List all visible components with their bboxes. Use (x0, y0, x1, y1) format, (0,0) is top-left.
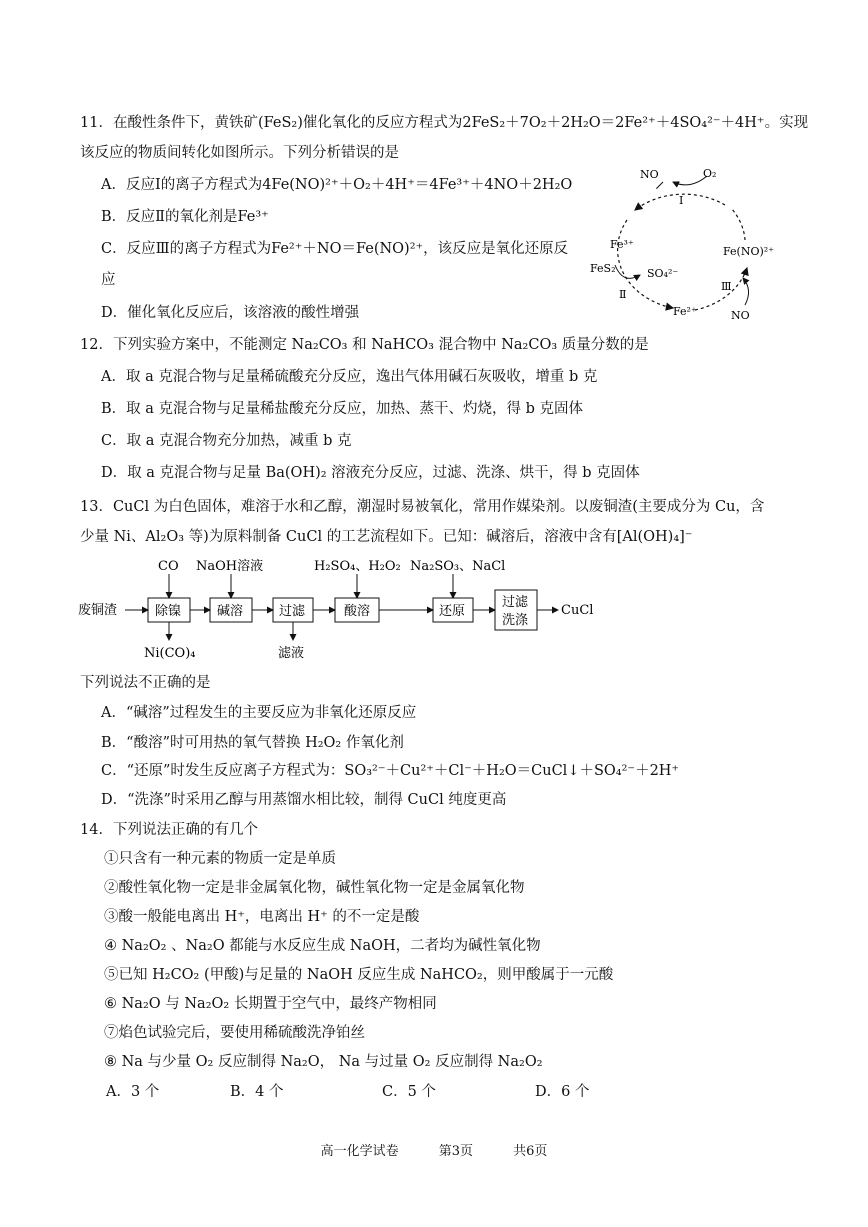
q14-item: ⑦焰色试验完后，要使用稀硫酸洗净铂丝 (104, 1025, 365, 1041)
diagram-label-fe3: Fe³⁺ (610, 238, 634, 251)
flow-output-label: CuCl (561, 603, 594, 618)
flow-naoh-label: NaOH溶液 (196, 559, 264, 574)
q14-option-d: D．6 个 (535, 1084, 590, 1100)
q13-option-c: C．“还原”时发生反应离子方程式为：SO₃²⁻＋Cu²⁺＋Cl⁻＋H₂O＝CuCl↓＋SO₄²⁻＋2H⁺ (101, 763, 680, 779)
flow-co-label: CO (158, 559, 179, 574)
diagram-label-fes2: FeS₂ (590, 262, 616, 275)
footer-page: 第3页 (438, 1144, 473, 1159)
flow-box-alkali: 碱溶 (217, 604, 244, 619)
flow-start-label: 废铜渣 (78, 603, 118, 618)
q14-item: ⑧ Na 与少量 O₂ 反应制得 Na₂O， Na 与过量 O₂ 反应制得 Na₂O₂ (104, 1054, 543, 1070)
q12-option-b: B．取 a 克混合物与足量稀盐酸充分反应，加热、蒸干、灼烧，得 b 克固体 (101, 401, 584, 417)
q12-stem: 12．下列实验方案中，不能测定 Na₂CO₃ 和 NaHCO₃ 混合物中 Na₂CO₃ 质量分数的是 (80, 337, 649, 353)
flow-box-acid: 酸溶 (344, 604, 371, 619)
footer-total: 共6页 (513, 1144, 548, 1159)
diagram-label-so4: SO₄²⁻ (647, 267, 679, 280)
q14-item: ⑥ Na₂O 与 Na₂O₂ 长期置于空气中，最终产物相同 (104, 996, 437, 1012)
q14-item: ④ Na₂O₂ 、Na₂O 都能与水反应生成 NaOH，二者均为碱性氧化物 (104, 938, 541, 954)
diagram-label-feno: Fe(NO)²⁺ (723, 245, 774, 258)
q12-option-a: A．取 a 克混合物与足量稀硫酸充分反应，逸出气体用碱石灰吸收，增重 b 克 (101, 369, 598, 385)
q14-item: ⑤已知 H₂CO₂ (甲酸)与足量的 NaOH 反应生成 NaHCO₂，则甲酸属于一元酸 (104, 967, 614, 983)
flow-nico-label: Ni(CO)₄ (144, 646, 196, 661)
flow-na2so3-label: Na₂SO₃、NaCl (410, 559, 506, 574)
q13-lead: 下列说法不正确的是 (80, 675, 211, 691)
q13-option-a: A．“碱溶”过程发生的主要反应为非氧化还原反应 (101, 705, 417, 721)
q14-option-c: C．5 个 (382, 1084, 436, 1100)
q11-option-a: A．反应Ⅰ的离子方程式为4Fe(NO)²⁺＋O₂＋4H⁺＝4Fe³⁺＋4NO＋2H₂O (101, 177, 573, 193)
q14-item: ①只含有一种元素的物质一定是单质 (104, 851, 336, 867)
diagram-label-i: Ⅰ (679, 194, 684, 207)
q11-stem-line2: 该反应的物质间转化如图所示。下列分析错误的是 (80, 145, 399, 161)
flow-box-filter: 过滤 (279, 604, 306, 619)
diagram-label-no-bottom: NO (731, 309, 750, 322)
q14-option-b: B．4 个 (230, 1084, 284, 1100)
flow-box-filter2: 过滤 (502, 595, 529, 610)
q11-option-c-line1: C．反应Ⅲ的离子方程式为Fe²⁺＋NO＝Fe(NO)²⁺，该反应是氧化还原反 (101, 241, 569, 257)
diagram-label-ii: Ⅱ (619, 288, 627, 301)
q13-stem-line2: 少量 Ni、Al₂O₃ 等)为原料制备 CuCl 的工艺流程如下。已知：碱溶后，溶液中含有[Al(OH)₄]⁻ (80, 529, 693, 545)
q11-option-c-line2: 应 (101, 272, 116, 288)
q14-stem: 14．下列说法正确的有几个 (80, 822, 258, 838)
flow-h2so4-label: H₂SO₄、H₂O₂ (314, 559, 401, 574)
q11-cycle-diagram (585, 160, 785, 330)
q12-option-d: D．取 a 克混合物与足量 Ba(OH)₂ 溶液充分反应，过滤、洗涤、烘干，得 b 克固体 (101, 465, 640, 481)
q13-option-d: D．“洗涤”时采用乙醇与用蒸馏水相比较，制得 CuCl 纯度更高 (101, 792, 507, 808)
q14-item: ③酸一般能电离出 H⁺，电离出 H⁺ 的不一定是酸 (104, 909, 420, 925)
diagram-label-iii: Ⅲ (721, 280, 732, 293)
flow-box-wash: 洗涤 (502, 613, 529, 628)
footer-title: 高一化学试卷 (320, 1144, 399, 1159)
q13-stem-line1: 13．CuCl 为白色固体，难溶于水和乙醇，潮湿时易被氧化，常用作媒染剂。以废铜渣(主要成分为 Cu，含 (80, 499, 765, 515)
flow-box-reduce: 还原 (439, 604, 466, 619)
q12-option-c: C．取 a 克混合物充分加热，减重 b 克 (101, 433, 352, 449)
q14-item: ②酸性氧化物一定是非金属氧化物，碱性氧化物一定是金属氧化物 (104, 880, 525, 896)
q11-stem-line1: 11．在酸性条件下，黄铁矿(FeS₂)催化氧化的反应方程式为2FeS₂＋7O₂＋2H₂O＝2Fe²⁺＋4SO₄²⁻＋4H⁺。实现 (80, 115, 809, 131)
flow-filtrate-label: 滤液 (278, 646, 305, 661)
q11-option-b: B．反应Ⅱ的氧化剂是Fe³⁺ (101, 209, 269, 225)
diagram-label-no-top: NO (640, 168, 659, 181)
q11-option-d: D．催化氧化反应后，该溶液的酸性增强 (101, 305, 360, 321)
q13-flowchart (78, 556, 638, 666)
q13-option-b: B．“酸溶”时可用热的氧气替换 H₂O₂ 作氧化剂 (101, 735, 404, 751)
diagram-label-fe2: Fe²⁺ (673, 305, 697, 318)
flow-box-remove-ni: 除镍 (155, 604, 182, 619)
diagram-label-o2: O₂ (703, 167, 717, 180)
page-footer (0, 1140, 868, 1159)
q14-option-a: A．3 个 (106, 1084, 160, 1100)
